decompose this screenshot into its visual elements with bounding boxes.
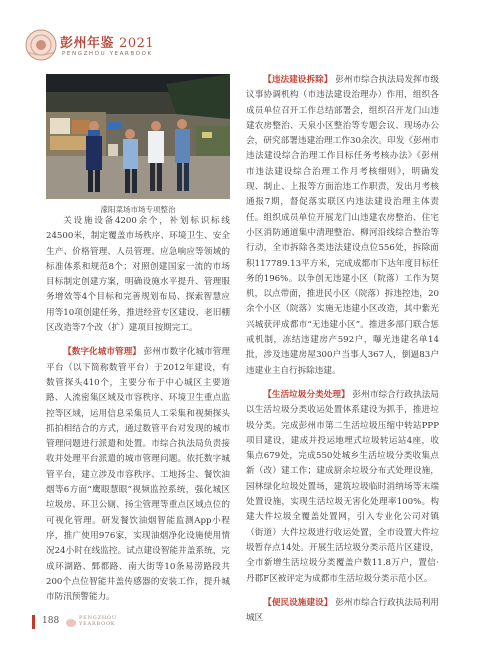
footer-logo-icon [66, 619, 76, 627]
yearbook-subtitle: PENGZHOU YEARBOOK [62, 51, 153, 57]
right-column [246, 73, 439, 626]
market-scene-image [46, 74, 230, 199]
section-tag-garbage-sorting: 【生活垃圾分类处理】 [263, 389, 350, 400]
footer-title-line-2: YEARBOOK [79, 621, 116, 627]
section-tag-digital-city: 【数字化城市管理】 [63, 347, 141, 358]
page-header [24, 28, 224, 66]
section-text-public-facilities: 彭州市综合行政执法局利用城区 [246, 597, 439, 624]
paragraph-market-construction: 关设施设备4200余个，补划标识标线24500米，制定覆盖市场秩序、环境卫生、安全生产、价格管理、人员管理、应急响应等领域的标准体系和规范8个；对照创建国家一流的市场目标制定创建方案，明确设施水平提升、管理服务增效等4个目标和完善规划布局、探索智慧应用等10项创建任务，推进经营专区建设、老旧棚区改造等7个改（扩）建项目按期完工。 [46, 216, 230, 334]
section-garbage-sorting [246, 388, 439, 587]
section-illegal-construction [246, 73, 439, 379]
page-footer [32, 613, 252, 633]
section-text-illegal-construction: 彭州市综合执法局发挥市级议事协调机构（市违法建设治理办）作用，组织各成员单位召开工作总结部署会，组织召开龙门山违建农房整治、天泉小区整治等专题会议、现场办公会，研究部署违建治理工作30余次。印发《彭州市违法建设综合治理工作目标任务考核办法》《彭州市违法建设综合治理工作月考核细则》，明确发现、制止、上报等方面治违工作职责，发出月考核通报7期，督促落实联区内违法建设治理主体责任。组织成员单位开展龙门山违建农房整治、住宅小区消防通道集中清理整治、柳河沿线综合整治等行动，全市拆除各类违法建设点位556处，拆除面积117789.13平方米，完成成都市下达年度目标任务的196%。以争创无违建小区（院落）工作为契机，以点带面，推进民小区（院落）拆违控违，20余个小区（院落）实施无违建小区改造，其中紫光兴城获评成都市“无违建小区”。推进多部门联合惩戒机制，冻结违建房产592户，曝光违建名单14批，涉及违建房屋300户当事人367人，倒逼83户违建业主自行拆除违建。 [246, 75, 439, 376]
yearbook-year: 2021 [119, 36, 155, 51]
page-number: 188 [42, 616, 60, 626]
section-text-garbage-sorting: 彭州市综合行政执法局以生活垃圾分类收运处置体系建设为抓手，推进垃圾分类。完成彭州市第二生活垃圾压缩中转站PPP项目建设，建成并投运地埋式垃圾转运站4座，收集点679处，完成550处城乡生活垃圾分类收集点新（改）建工作；建成厨余垃圾分布式处理设施，园林绿化垃圾处置场，建筑垃圾临时消纳场等末端处置设施，实现生活垃圾无害化处理率100%。构建大件垃圾全覆盖处置网，引入专业化公司对镇（街道）大件垃圾进行收运处置，全市设置大件垃圾暂存点14处。开展生活垃圾分类示范片区建设，全市新增生活垃圾分类覆盖户数11.8万户，置信·丹郡F区被评定为成都市生活垃圾分类示范小区。 [246, 389, 439, 584]
section-tag-public-facilities: 【便民设施建设】 [263, 597, 333, 608]
yearbook-title [60, 32, 154, 51]
section-digital-city-management [46, 345, 230, 605]
yearbook-logo-icon [24, 28, 58, 62]
section-tag-illegal-construction: 【违法建设拆除】 [263, 75, 333, 85]
footer-title-line-1: PENGZHOU [79, 615, 117, 621]
section-public-facilities [246, 596, 439, 627]
left-column [46, 214, 230, 605]
footer-accent-bar [32, 615, 35, 629]
photo-caption: 濛阳菜场市场专项整治 [100, 205, 176, 214]
footer-title [79, 615, 117, 627]
market-photo [46, 74, 230, 199]
section-text-digital-city: 彭州市数字化城市管理平台（以下简称数管平台）于2012年建设，有数管探头410个，主要分布于中心城区主要道路、人流密集区域及市容秩序、环境卫生重点监控等区域，运用信息采集员人工采集和视频探头抓拍相结合的方式，通过数管平台对发现的城市管理问题进行派遣和处置。市综合执法局负责接收并处理平台派遣的城市管理问题。依托数字城管平台，建立涉及市容秩序、工地扬尘、餐饮油烟等6方面“鹰眼慧眼”视频监控系统，强化城区垃圾房、环卫公厕、扬尘管理等重点区域点位的可视化管理。研发餐饮油烟智能监测App小程序，推广使用976家，实现油烟净化设施使用情况24小时在线监控。试点建设智能井盖系统，完成环湖路、鄄都路、南大街等10条易涝路段共200个点位智能井盖传感器的安装工作，提升城市防汛预警能力。 [46, 347, 230, 603]
yearbook-name: 彭州年鉴 [60, 36, 115, 51]
